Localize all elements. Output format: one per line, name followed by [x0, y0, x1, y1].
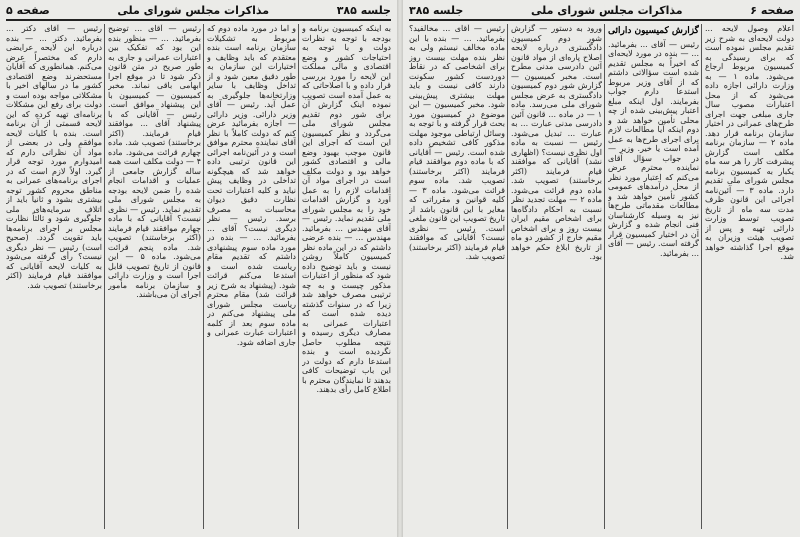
- right-header-rule: [409, 19, 794, 21]
- left-page: [0, 0, 397, 537]
- right-session-number: جلسه ۳۸۵: [409, 3, 464, 17]
- column-divider: [203, 24, 204, 529]
- left-column-1-text: به اینکه کمیسیون برنامه و بودجه با توجه به نظرات دولت و با توجه به احتیاجات کشور و وضع اقتصادی و مالی مملکت این لایحه را مورد بررسی قرار داده و با اصلاحاتی که به عمل آمده است تصویب نموده اینک گزارش آن برای شور دوم تقدیم مجلس شورای ملی می‌گردد و نظر کمیسیون این است که اجرای این قانون موجب بهبود وضع مالی و اقتصادی کشور خواهد بود و دولت مکلف است در اجرای مواد آن اقدامات لازم را به عمل آورد و گزارش اقدامات خود را به مجلس شورای ملی تقدیم نماید. رئیس — آقای مهندس ... بفرمائید. مهندس ... — بنده عرضی داشتم که در این ماده نظر کمیسیون کاملاً روشن نیست و باید توضیح داده شود که منظور از اعتبارات مذکور چیست و به چه ترتیبی مصرف خواهد شد زیرا که در سنوات گذشته دیده شده است که اعتبارات عمرانی به مصارف دیگری رسیده و نتیجه مطلوب حاصل نگردیده است و بنده استدعا دارم که دولت در این باب توضیحات کافی بدهند تا نمایندگان محترم با اطلاع کامل رأی بدهند.: [302, 24, 391, 394]
- left-column-1: [302, 24, 391, 531]
- left-column-3: [108, 24, 201, 531]
- left-column-2: [207, 24, 296, 531]
- left-column-2-text: و اما در مورد ماده دوم که مربوط به تشکیلات سازمان برنامه است بنده معتقدم که باید وظایف و اختیارات این سازمان به طور دقیق معین شود و از تداخل وظایف با سایر وزارتخانه‌ها جلوگیری به عمل آید. رئیس — آقای وزیر دارائی. وزیر دارائی — اجازه بفرمائید عرض کنم که دولت کاملاً با نظر آقای نماینده محترم موافق است و در آئین‌نامه اجرائی این قانون ترتیبی داده خواهد شد که هیچگونه تداخلی در وظایف پیش نیاید و کلیه اعتبارات تحت نظارت دقیق دیوان محاسبات به مصرف برسد. رئیس — نظر دیگری نیست؟ آقای ... بفرمائید. ... — بنده در مورد ماده سوم پیشنهادی داشتم که تقدیم مقام ریاست شده است و استدعا می‌کنم قرائت شود. (پیشنهاد به شرح زیر قرائت شد) مقام محترم ریاست مجلس شورای ملی پیشنهاد می‌کنم در ماده سوم بعد از کلمه اعتبارات عبارت عمرانی و جاری اضافه شود.: [207, 24, 296, 347]
- column-divider: [104, 24, 105, 529]
- column-divider: [507, 24, 508, 529]
- section-heading: گزارش کمیسیون دارائی: [608, 26, 699, 36]
- right-column-3: [511, 24, 602, 531]
- column-divider: [298, 24, 299, 529]
- right-page-header: [409, 2, 794, 18]
- right-page-number: صفحه ۶: [750, 3, 794, 17]
- left-session-number: جلسه ۳۸۵: [336, 3, 391, 17]
- left-header-rule: [6, 19, 391, 21]
- right-column-3-text: ورود به دستور — گزارش شور دوم کمیسیون دادگستری درباره لایحه اصلاح پاره‌ای از مواد قانون آئین دادرسی مدنی مطرح است. مخبر کمیسیون — گزارش شور دوم کمیسیون دادگستری به عرض مجلس شورای ملی می‌رسد. ماده ۱ — در ماده ... قانون آئین دادرسی مدنی عبارت ... به عبارت ... تبدیل می‌شود. رئیس — نسبت به ماده اول نظری نیست؟ (اظهاری نشد) آقایانی که موافقند قیام فرمایند (اکثر برخاستند) تصویب شد. ماده دوم قرائت می‌شود. ماده ۲ — مهلت تجدید نظر نسبت به احکام دادگاه‌ها برای اشخاص مقیم ایران بیست روز و برای اشخاص مقیم خارج از کشور دو ماه از تاریخ ابلاغ حکم خواهد بود.: [511, 24, 602, 261]
- right-column-2: [608, 24, 699, 531]
- left-page-title: مذاکرات مجلس شورای ملی: [117, 3, 270, 17]
- right-page: [403, 0, 800, 537]
- left-page-number: صفحه ۵: [6, 3, 50, 17]
- right-column-2-text: رئیس — آقای ... بفرمائید. ... — بنده در مورد لایحه‌ای که اخیراً به مجلس تقدیم شده است سؤالاتی داشتم که از آقای وزیر مربوط استدعا دارم جواب بفرمایند. اول اینکه مبلغ اعتبار پیش‌بینی شده از چه محلی تأمین خواهد شد و دوم اینکه آیا مطالعات لازم برای اجرای طرح‌ها به عمل آمده است یا خیر. وزیر — در جواب سؤال آقای نماینده محترم عرض می‌کنم که اعتبار مورد نظر از محل درآمدهای عمومی کشور تأمین خواهد شد و مطالعات مقدماتی طرح‌ها نیز به وسیله کارشناسان فنی انجام شده و گزارش آن در اختیار کمیسیون قرار گرفته است. رئیس — آقای ... بفرمائید.: [608, 39, 699, 258]
- right-column-4-text: رئیس — آقای ... مخالفید؟ بفرمائید. ... — بنده با این ماده مخالف نیستم ولی به نظر بنده مهلت بیست روز برای اشخاصی که در نقاط دوردست کشور سکونت دارند کافی نیست و باید مهلت بیشتری پیش‌بینی شود. مخبر کمیسیون — این موضوع در کمیسیون مورد بحث قرار گرفته و با توجه به وسائل ارتباطی موجود مهلت مذکور کافی تشخیص داده شده است. رئیس — آقایانی که با ماده دوم موافقند قیام فرمایند (اکثر برخاستند) تصویب شد. ماده سوم قرائت می‌شود. ماده ۳ — کلیه قوانین و مقرراتی که مغایر با این قانون باشد از تاریخ تصویب این قانون ملغی است. رئیس — نظری نیست؟ آقایانی که موافقند قیام فرمایند (اکثر برخاستند) تصویب شد.: [409, 24, 505, 261]
- right-page-title: مذاکرات مجلس شورای ملی: [531, 3, 683, 17]
- right-column-4: [409, 24, 505, 531]
- left-page-header: [6, 2, 391, 18]
- right-column-1: [705, 24, 794, 531]
- column-divider: [604, 24, 605, 529]
- column-divider: [701, 24, 702, 529]
- right-column-1-text: اعلام وصول لایحه ... دولت لایحه‌ای به شرح زیر تقدیم مجلس نموده است که برای رسیدگی به کمیسیون مربوط ارجاع می‌شود. ماده ۱ — به وزارت دارائی اجازه داده می‌شود که از محل اعتبارات مصوب سال جاری مبلغی جهت اجرای طرح‌های عمرانی در اختیار سازمان برنامه قرار دهد. ماده ۲ — سازمان برنامه مکلف است گزارش پیشرفت کار را هر سه ماه یکبار به کمیسیون برنامه مجلس شورای ملی تقدیم دارد. ماده ۳ — آئین‌نامه اجرائی این قانون ظرف مدت سه ماه از تاریخ تصویب توسط وزارت دارائی تهیه و پس از تصویب هیئت وزیران به موقع اجرا گذاشته خواهد شد.: [705, 24, 794, 261]
- left-column-4-text: رئیس — آقای دکتر ... بفرمائید. دکتر ... — بنده درباره این لایحه عرایضی دارم که مختصراً عرض می‌کنم. همانطوری که آقایان مستحضرند وضع اقتصادی کشور ما در سالهای اخیر با مشکلاتی مواجه بوده است و دولت برای رفع این مشکلات برنامه‌ای تهیه کرده که این لایحه قسمتی از آن برنامه است. بنده با کلیات لایحه موافقم ولی در بعضی از مواد آن نظراتی دارم که امیدوارم مورد توجه قرار گیرد. اولاً لازم است که در اجرای برنامه‌های عمرانی به مناطق محروم کشور توجه بیشتری بشود و ثانیاً باید از اتلاف سرمایه‌های ملی جلوگیری شود و ثالثاً نظارت مجلس بر اجرای برنامه‌ها باید تقویت گردد. (صحیح است) رئیس — نظر دیگری نیست؟ رأی گرفته می‌شود به کلیات لایحه آقایانی که موافقند قیام فرمایند (اکثر برخاستند) تصویب شد.: [6, 24, 102, 290]
- left-column-3-text: رئیس — آقای ... توضیح بفرمائید. ... — منظور بنده این بود که تفکیک بین اعتبارات عمرانی و جاری به طور صریح در متن قانون ذکر شود تا در موقع اجرا ابهامی باقی نماند. مخبر کمیسیون — کمیسیون با این پیشنهاد موافق است. رئیس — آقایانی که با پیشنهاد آقای ... موافقند قیام فرمایند. (اکثر برخاستند) تصویب شد. ماده چهارم قرائت می‌شود. ماده ۴ — دولت مکلف است همه ساله گزارش جامعی از عملیات و اقدامات انجام شده را ضمن لایحه بودجه به مجلس شورای ملی تقدیم نماید. رئیس — نظری نیست؟ آقایانی که با ماده چهارم موافقند قیام فرمایند (اکثر برخاستند) تصویب شد. ماده پنجم قرائت می‌شود. ماده ۵ — این قانون از تاریخ تصویب قابل اجرا است و وزارت دارائی و سازمان برنامه مأمور اجرای آن می‌باشند.: [108, 24, 201, 299]
- left-column-4: [6, 24, 102, 531]
